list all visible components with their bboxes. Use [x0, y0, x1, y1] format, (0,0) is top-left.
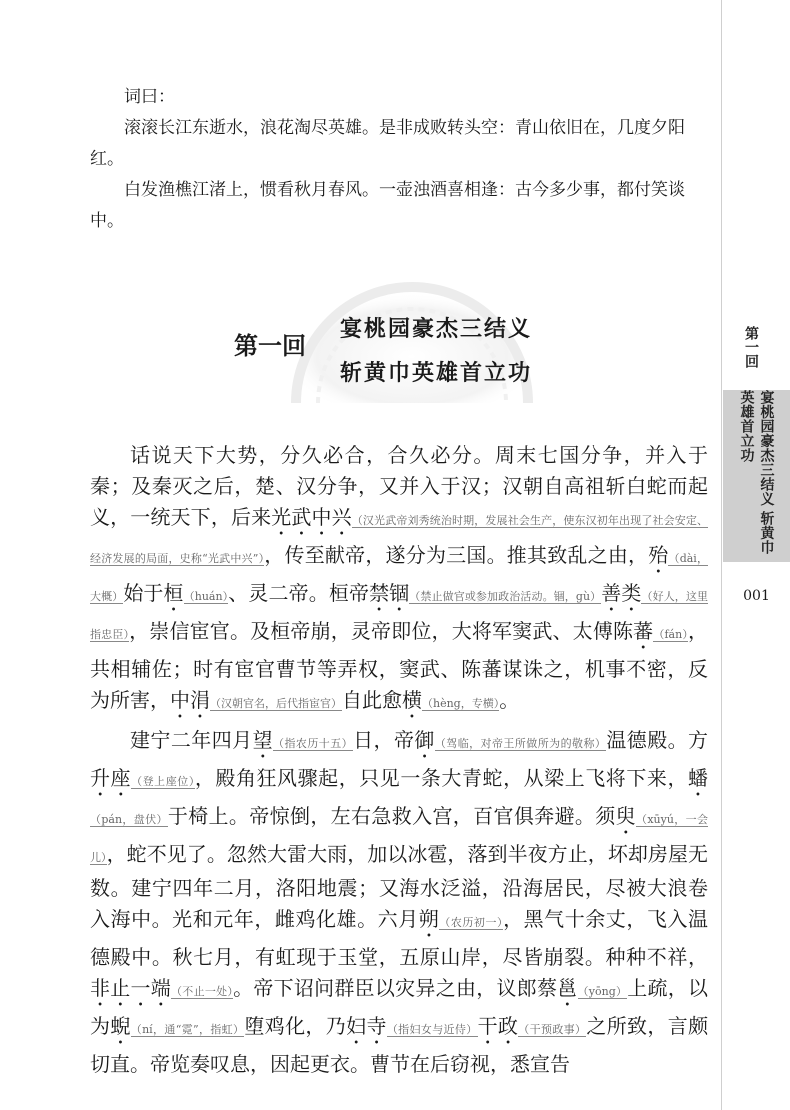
annotation-note: （fán） [653, 628, 689, 641]
paragraph-1: 话说天下大势，分久必合，合久必分。周末七国分争，并入于秦；及秦灭之后，楚、汉分争，又并入于汉；汉朝自高祖斩白蛇而起义，一统天下，后来光武中兴（汉光武帝刘秀统治时期，发展社会生产，使东汉初年出现了社会安定、经济发展的局面，史称“光武中兴”），传至献帝，遂分为三国。推其致乱之由，殆（dài，大概）始于桓（huán）、灵二帝。桓帝禁锢（禁止做官或参加政治活动。锢，gù）善类（好人，这里指忠臣），崇信宦官。及桓帝崩，灵帝即位，大将军窦武、太傅陈蕃（fán），共相辅佐；时有宦官曹节等弄权，窦武、陈蕃谋诛之，机事不密，反为所害，中涓（汉朝官名，后代指宦官）自此愈横（hèng，专横）。 [90, 443, 709, 712]
annotation-note: （汉光武帝刘秀统治时期，发展社会生产，使东汉初年出现了社会安定、经济发展的局面，史称“光武中兴”） [90, 514, 709, 565]
annotated-term: 邕 [557, 976, 578, 1000]
annotation-note: （pán，盘伏） [90, 813, 168, 826]
annotation-note: （登上座位） [131, 775, 195, 788]
annotation-note: （huán） [183, 590, 229, 603]
annotated-term: 光武中兴 [271, 505, 352, 529]
annotation-note: （指妇女与近侍） [386, 1023, 478, 1036]
side-chapter-tab: 第一回 [743, 326, 759, 368]
annotation-note: （xūyú，一会儿） [90, 813, 709, 864]
annotation-note: （好人，这里指忠臣） [90, 590, 709, 641]
paragraph-2: 建宁二年四月望（指农历十五）日，帝御（驾临，对帝王所做所为的敬称）温德殿。方升座（登上座位），殿角狂风骤起，只见一条大青蛇，从梁上飞将下来，蟠（pán，盘伏）于椅上。帝惊倒，左右急救入宫，百官俱奔避。须臾（xūyú，一会儿），蛇不见了。忽然大雷大雨，加以冰雹，落到半夜方止，坏却房屋无数。建宁四年二月，洛阳地震；又海水泛溢，沿海居民，尽被大浪卷入海中。光和元年，雌鸡化雄。六月朔（农历初一），黑气十余丈，飞入温德殿中。秋七月，有虹现于玉堂，五原山岸，尽皆崩裂。种种不祥，非止一端（不止一处）。帝下诏问群臣以灾异之由，议郎蔡邕（yōng）上疏，以为蜺（ní，通“霓”，指虹）堕鸡化，乃妇寺（指妇女与近侍）干政（干预政事）之所致，言颇切直。帝览奏叹息，因起更衣。曹节在后窃视，悉宣告 [90, 728, 709, 1076]
annotation-note: （干预政事） [518, 1023, 587, 1036]
annotation-note: （农历初一） [439, 916, 504, 929]
poem-intro: 词曰： [124, 87, 175, 107]
poem-stanza-2: 白发渔樵江渚上，惯看秋月春风。一壶浊酒喜相逢：古今多少事，都付笑谈中。 [90, 180, 685, 231]
annotation-note: （ní，通“霓”，指虹） [130, 1023, 245, 1036]
annotation-note: （指农历十五） [273, 737, 354, 750]
annotated-term: 横 [402, 688, 422, 712]
annotation-note: （汉朝官名，后代指宦官） [210, 697, 342, 710]
annotated-term: 望 [252, 728, 274, 752]
annotated-term: 蟠 [688, 766, 708, 790]
annotated-term: 臾 [615, 804, 636, 828]
margin-divider [721, 0, 722, 1110]
chapter-title-line-2: 斩黄巾英雄首立功 [340, 360, 533, 386]
annotation-note: （驾临，对帝王所做所为的敬称） [434, 737, 607, 750]
annotated-term: 殆 [648, 543, 669, 567]
opening-poem [90, 82, 708, 237]
annotation-note: （hèng，专横） [422, 697, 500, 710]
annotated-term: 善类 [601, 581, 642, 605]
annotated-term: 朔 [418, 907, 440, 931]
annotated-term: 非止一端 [90, 976, 172, 1000]
chapter-number: 第一回 [234, 331, 306, 360]
annotation-note: （禁止做官或参加政治活动。锢，gù） [409, 590, 602, 603]
chapter-body [90, 440, 708, 1080]
annotated-term: 桓 [163, 581, 184, 605]
annotated-term: 蜺 [110, 1014, 131, 1038]
annotated-term: 禁锢 [369, 581, 410, 605]
annotation-note: （yōng） [577, 985, 628, 998]
page-number: 001 [743, 588, 770, 604]
side-chapter-title: 宴桃园豪杰三结义 斩黄巾英雄首立功 [723, 390, 790, 562]
poem-stanza-1: 滚滚长江东逝水，浪花淘尽英雄。是非成败转头空：青山依旧在，几度夕阳红。 [90, 118, 685, 169]
annotated-term: 中涓 [170, 688, 210, 712]
annotated-term: 蕃 [633, 619, 654, 643]
chapter-title-line-1: 宴桃园豪杰三结义 [340, 316, 533, 342]
annotation-note: （不止一处） [171, 985, 234, 998]
annotated-term: 妇寺 [346, 1014, 387, 1038]
annotated-term: 干政 [477, 1014, 519, 1038]
annotated-term: 升座 [90, 766, 132, 790]
annotation-note: （dài，大概） [90, 552, 709, 603]
annotated-term: 御 [414, 728, 435, 752]
